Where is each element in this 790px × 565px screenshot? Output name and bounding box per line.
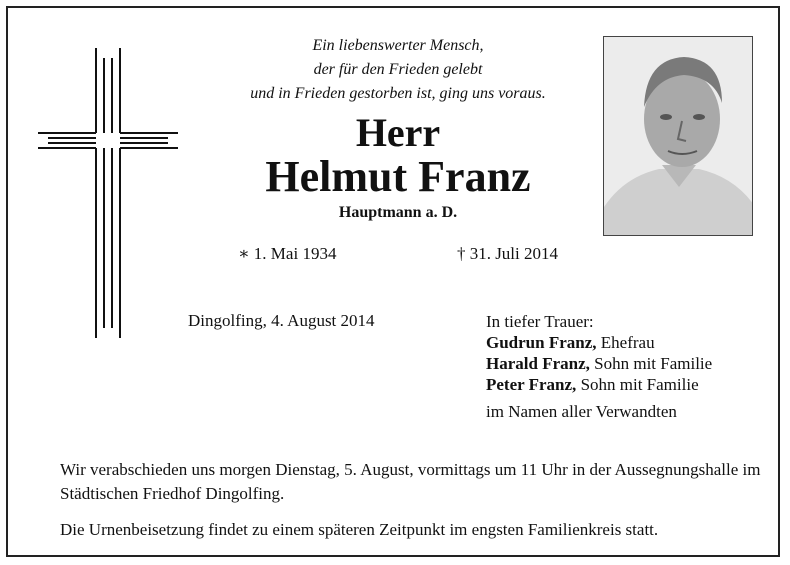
deceased-rank: Hauptmann a. D. [338,204,458,221]
salutation: Herr [355,110,441,155]
death-date: † 31. Juli 2014 [456,244,558,263]
mourner-row [486,332,712,353]
motto [198,34,598,106]
motto-line: und in Frieden gestorben ist, ging uns voraus. [250,85,546,102]
portrait-image [604,37,753,236]
mourners-intro: In tiefer Trauer: [486,312,594,331]
mourner-row [486,353,712,374]
mourner-name: Peter Franz, [486,375,577,394]
deceased-name-block [198,112,598,222]
announcement [60,458,762,554]
mourners-block [486,311,712,422]
motto-line: Ein liebenswerter Mensch, [312,37,484,54]
life-dates [238,244,558,264]
obituary-card [6,6,780,557]
funeral-notice: Wir verabschieden uns morgen Dienstag, 5. August, vormittags um 11 Uhr in der Aussegnungshalle im Städtischen Friedhof Dingolfing. [60,460,761,503]
mourner-name: Gudrun Franz, [486,333,597,352]
mourner-row [486,374,712,395]
urn-notice: Die Urnenbeisetzung findet zu einem späteren Zeitpunkt im engsten Familienkreis statt. [60,520,659,539]
place-and-date: Dingolfing, 4. August 2014 [188,311,375,330]
mourners-closing: im Namen aller Verwandten [486,402,677,421]
motto-line: der für den Frieden gelebt [313,61,483,78]
mourner-relation: Ehefrau [600,333,655,352]
mourner-relation: Sohn mit Familie [594,354,713,373]
mourner-relation: Sohn mit Familie [580,375,699,394]
cross-icon [38,48,178,338]
portrait-photo [603,36,753,236]
deceased-name: Helmut Franz [265,152,531,201]
birth-date: ∗ 1. Mai 1934 [238,244,337,263]
mourner-name: Harald Franz, [486,354,590,373]
